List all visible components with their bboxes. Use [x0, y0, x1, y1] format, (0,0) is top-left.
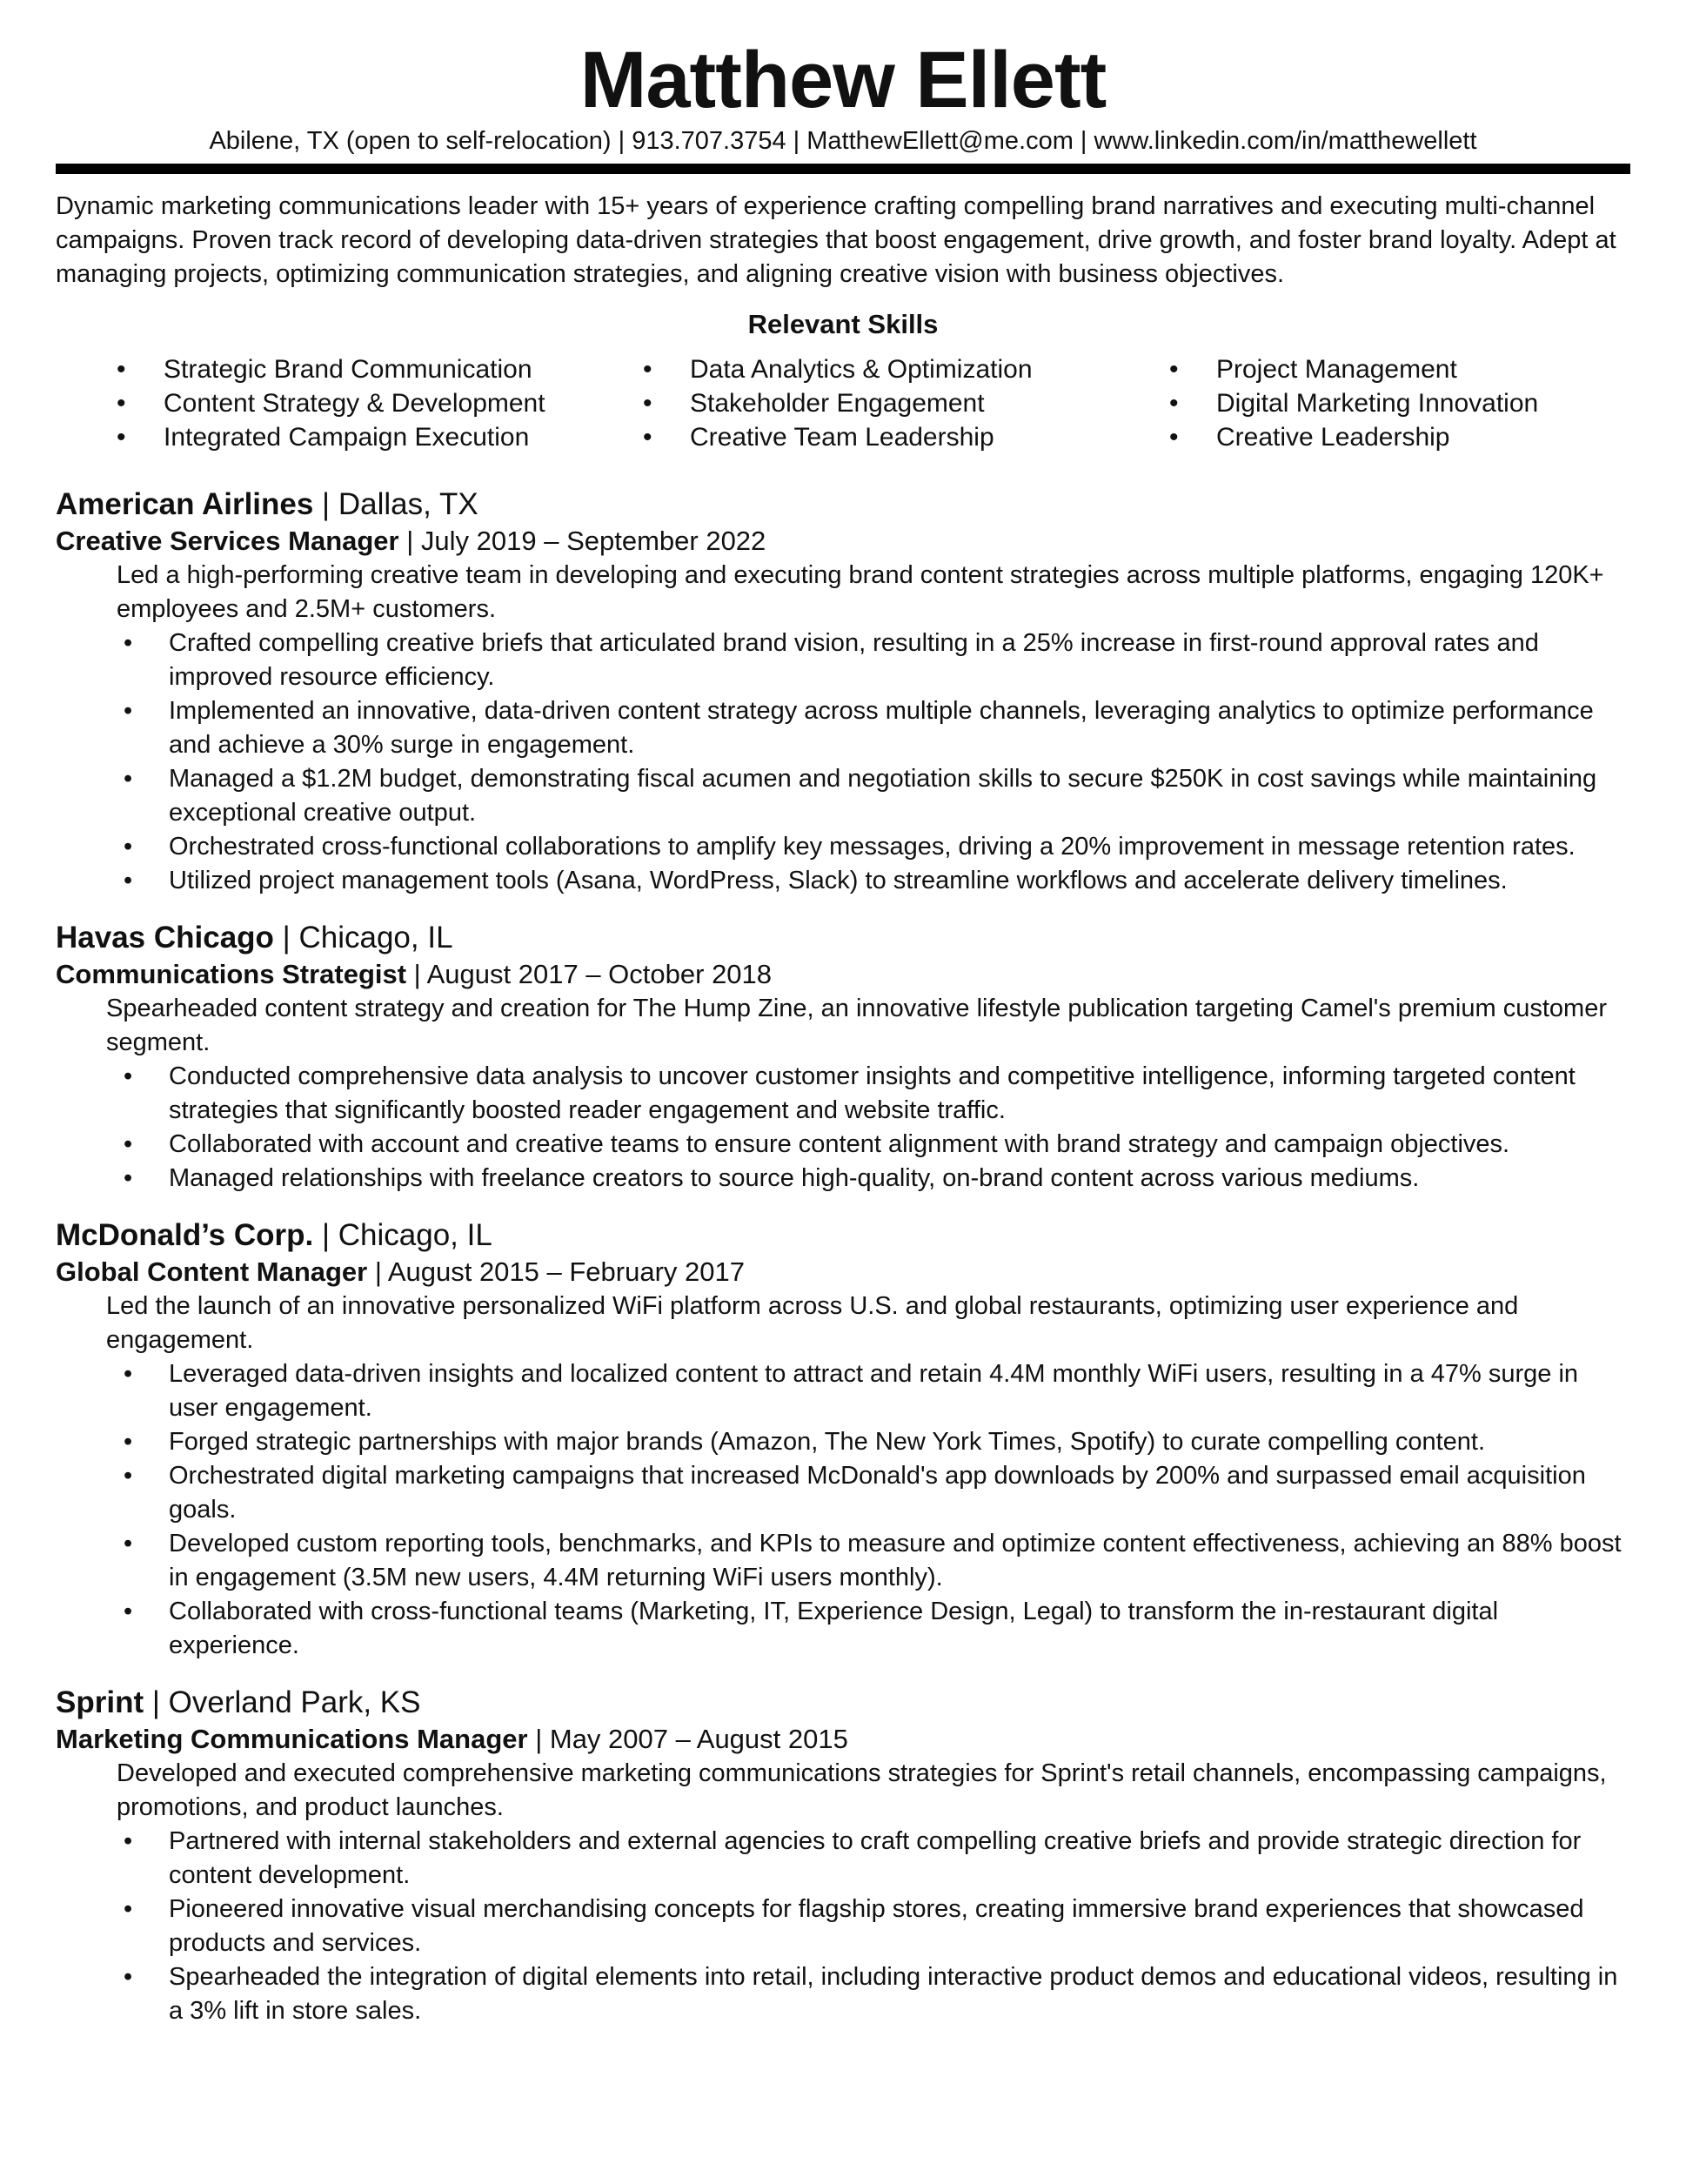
- skill-item: • Project Management: [1167, 352, 1655, 386]
- company-line: [56, 1684, 1630, 1722]
- company-name: McDonald’s Corp.: [56, 1218, 314, 1252]
- role-line: [56, 524, 1630, 559]
- role-title: Creative Services Manager: [56, 526, 399, 556]
- job-entry: [56, 486, 1630, 898]
- achievement-item: • Leveraged data-driven insights and localized content to attract and retain 4.4M monthly WiFi users, resulting in a 47% surge in user engagement.: [56, 1357, 1630, 1425]
- role-dates: | August 2017 – October 2018: [406, 959, 773, 989]
- skill-item: • Content Strategy & Development: [115, 386, 641, 420]
- skills-column: [1167, 352, 1655, 454]
- company-line: [56, 1216, 1630, 1255]
- skill-item: • Creative Leadership: [1167, 420, 1655, 454]
- skills-heading: Relevant Skills: [747, 309, 939, 339]
- skill-item: • Creative Team Leadership: [641, 420, 1167, 454]
- candidate-name: Matthew Ellett: [579, 36, 1107, 124]
- achievement-item: • Partnered with internal stakeholders and external agencies to craft compelling creative briefs and provide strategic direction for content development.: [56, 1825, 1630, 1893]
- contact-line: Abilene, TX (open to self-relocation) | 913.707.3754 | MatthewEllett@me.com | www.linkedin.com/in/matthewellett: [209, 127, 1477, 155]
- company-line: [56, 486, 1630, 524]
- job-entry: [56, 1216, 1630, 1663]
- skill-item: • Stakeholder Engagement: [641, 386, 1167, 420]
- company-name: Havas Chicago: [56, 921, 274, 955]
- skill-item: • Digital Marketing Innovation: [1167, 386, 1655, 420]
- achievement-item: • Orchestrated digital marketing campaigns that increased McDonald's app downloads by 200% and surpassed email acquisition goals.: [56, 1459, 1630, 1527]
- role-dates: | July 2019 – September 2022: [398, 526, 766, 556]
- achievement-item: • Managed a $1.2M budget, demonstrating fiscal acumen and negotiation skills to secure $250K in cost savings while maintaining exceptional creative output.: [56, 762, 1630, 830]
- achievement-list: [56, 626, 1630, 898]
- achievement-item: • Conducted comprehensive data analysis to uncover customer insights and competitive intelligence, informing targeted content strategies that significantly boosted reader engagement and website traffic.: [56, 1060, 1630, 1128]
- skill-item: • Integrated Campaign Execution: [115, 420, 641, 454]
- professional-summary: Dynamic marketing communications leader with 15+ years of experience crafting compelling brand narratives and executing multi-channel campaigns. Proven track record of developing data-driven strategies that boost engagement, drive growth, and foster brand loyalty. Adept at managing projects, optimizing communication strategies, and aligning creative vision with business objectives.: [56, 192, 1616, 288]
- job-description: Led the launch of an innovative personalized WiFi platform across U.S. and global restaurants, optimizing user experience and engagement.: [106, 1292, 1519, 1354]
- achievement-item: • Collaborated with account and creative teams to ensure content alignment with brand strategy and campaign objectives.: [56, 1128, 1630, 1162]
- company-name: American Airlines: [56, 487, 314, 521]
- company-line: [56, 919, 1630, 957]
- achievement-item: • Forged strategic partnerships with major brands (Amazon, The New York Times, Spotify) to curate compelling content.: [56, 1425, 1630, 1459]
- role-line: [56, 1255, 1630, 1290]
- job-description: Spearheaded content strategy and creation for The Hump Zine, an innovative lifestyle publication targeting Camel's premium customer segment.: [106, 995, 1607, 1056]
- company-location: | Overland Park, KS: [144, 1685, 421, 1719]
- achievement-list: [56, 1357, 1630, 1663]
- skills-column: [641, 352, 1167, 454]
- achievement-item: • Pioneered innovative visual merchandising concepts for flagship stores, creating immersive brand experiences that showcased products and services.: [56, 1893, 1630, 1960]
- job-entry: [56, 1684, 1630, 2028]
- company-location: | Chicago, IL: [273, 921, 453, 955]
- company-location: | Chicago, IL: [313, 1218, 492, 1252]
- achievement-list: [56, 1060, 1630, 1196]
- achievement-list: [56, 1825, 1630, 2028]
- skills-column: [115, 352, 641, 454]
- achievement-item: • Crafted compelling creative briefs that articulated brand vision, resulting in a 25% increase in first-round approval rates and improved resource efficiency.: [56, 626, 1630, 694]
- role-title: Global Content Manager: [56, 1256, 368, 1287]
- role-dates: | August 2015 – February 2017: [367, 1256, 745, 1287]
- job-description: Developed and executed comprehensive marketing communications strategies for Sprint's retail channels, encompassing campaigns, promotions, and product launches.: [117, 1759, 1607, 1821]
- resume-page: [56, 35, 1630, 2028]
- job-description: Led a high-performing creative team in developing and executing brand content strategies across multiple platforms, engaging 120K+ employees and 2.5M+ customers.: [117, 561, 1604, 623]
- role-title: Marketing Communications Manager: [56, 1724, 528, 1754]
- skill-item: • Data Analytics & Optimization: [641, 352, 1167, 386]
- achievement-item: • Implemented an innovative, data-driven content strategy across multiple channels, leveraging analytics to optimize performance and achieve a 30% surge in engagement.: [56, 694, 1630, 762]
- achievement-item: • Spearheaded the integration of digital elements into retail, including interactive product demos and educational videos, resulting in a 3% lift in store sales.: [56, 1960, 1630, 2028]
- skills-grid: [56, 352, 1630, 454]
- role-line: [56, 957, 1630, 992]
- skill-item: • Strategic Brand Communication: [115, 352, 641, 386]
- role-title: Communications Strategist: [56, 959, 407, 989]
- achievement-item: • Utilized project management tools (Asana, WordPress, Slack) to streamline workflows and accelerate delivery timelines.: [56, 864, 1630, 898]
- header-divider: [56, 164, 1630, 174]
- role-dates: | May 2007 – August 2015: [527, 1724, 848, 1754]
- achievement-item: • Managed relationships with freelance creators to source high-quality, on-brand content across various mediums.: [56, 1162, 1630, 1196]
- job-entry: [56, 919, 1630, 1196]
- achievement-item: • Developed custom reporting tools, benchmarks, and KPIs to measure and optimize content effectiveness, achieving an 88% boost in engagement (3.5M new users, 4.4M returning WiFi users monthly).: [56, 1527, 1630, 1595]
- company-name: Sprint: [56, 1685, 144, 1719]
- achievement-item: • Collaborated with cross-functional teams (Marketing, IT, Experience Design, Legal) to transform the in-restaurant digital experience.: [56, 1595, 1630, 1663]
- achievement-item: • Orchestrated cross-functional collaborations to amplify key messages, driving a 20% improvement in message retention rates.: [56, 830, 1630, 864]
- role-line: [56, 1722, 1630, 1757]
- company-location: | Dallas, TX: [313, 487, 478, 521]
